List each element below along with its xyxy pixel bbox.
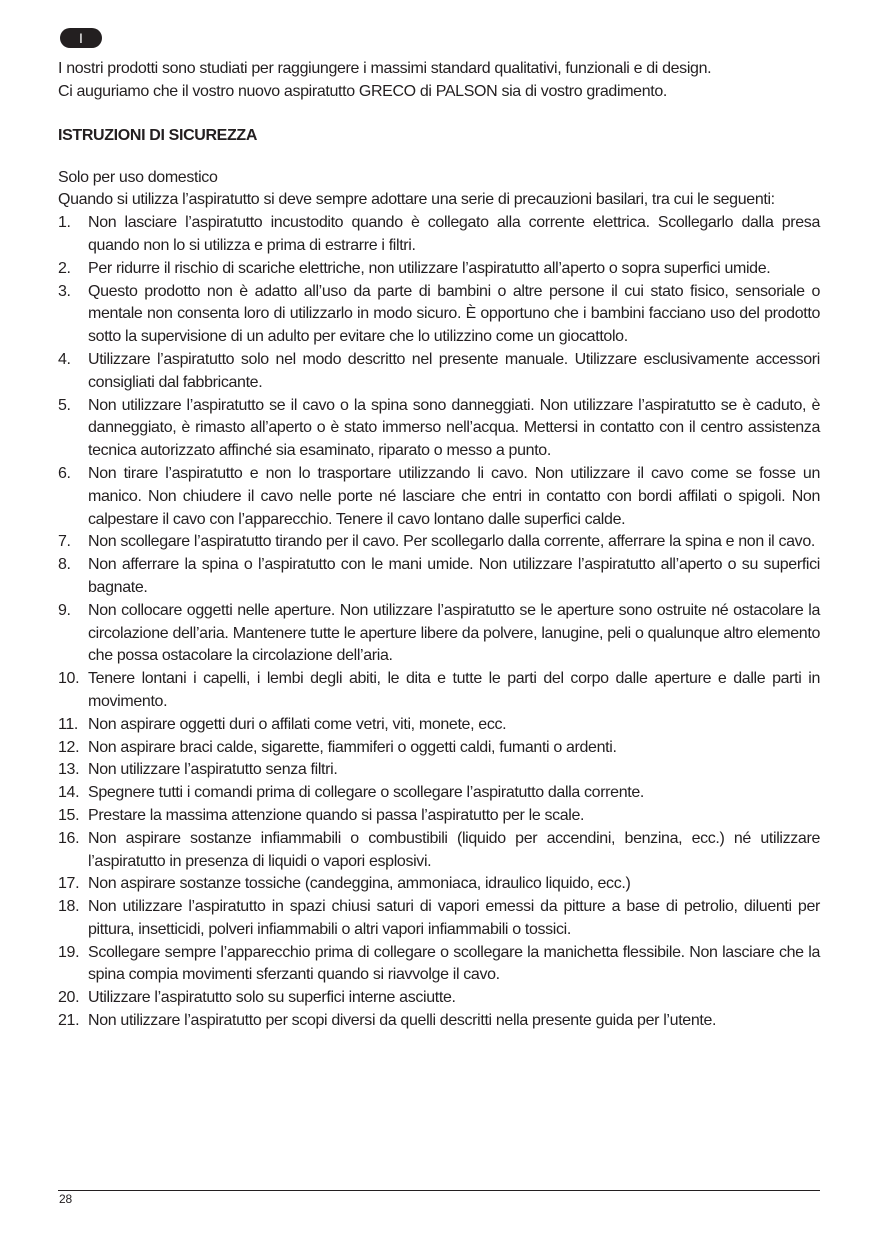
item-number: 11.	[58, 715, 79, 733]
safety-instruction-item	[58, 668, 820, 714]
safety-instruction-item	[58, 873, 820, 896]
item-text: Non utilizzare l’aspiratutto in spazi chiusi saturi di vapori emessi da pitture a base di petrolio, diluenti per pittura, insetticidi, polveri infiammabili o altri vapori infiammabili o tossici.	[88, 898, 820, 938]
item-number: 6.	[58, 464, 71, 482]
item-text: Prestare la massima attenzione quando si passa l’aspiratutto per le scale.	[88, 806, 585, 824]
safety-instruction-item	[58, 463, 820, 531]
intro-line: Ci auguriamo che il vostro nuovo aspiratutto GRECO di PALSON sia di vostro gradimento.	[58, 82, 668, 100]
item-number: 18.	[58, 898, 80, 916]
item-number: 4.	[58, 350, 71, 368]
safety-instruction-item	[58, 805, 820, 828]
language-badge: I	[60, 28, 102, 48]
item-number: 10.	[58, 670, 80, 688]
lead-line: Solo per uso domestico	[58, 168, 218, 186]
safety-instruction-item	[58, 1010, 820, 1033]
item-number: 15.	[58, 806, 80, 824]
safety-instruction-item	[58, 782, 820, 805]
item-text: Tenere lontani i capelli, i lembi degli abiti, le dita e tutte le parti del corpo dalle aperture e dalle parti in movimento.	[88, 670, 820, 710]
item-text: Non aspirare oggetti duri o affilati come vetri, viti, monete, ecc.	[88, 715, 507, 733]
item-number: 9.	[58, 601, 71, 619]
item-number: 1.	[58, 214, 71, 232]
safety-instruction-item	[58, 896, 820, 942]
item-text: Questo prodotto non è adatto all’uso da parte di bambini o altre persone il cui stato fisico, sensoriale o mentale non consenta loro di utilizzarlo in modo sicuro. È opportuno che i bambini facciano uso del prodotto sotto la supervisione di un adulto per evitare che lo utilizzino come un giocattolo.	[88, 282, 820, 346]
safety-instructions-list	[58, 212, 820, 1033]
safety-instruction-item	[58, 349, 820, 395]
item-text: Scollegare sempre l’apparecchio prima di collegare o scollegare la manichetta flessibile. Non lasciare che la spina compia movimenti sferzanti quando si riavvolge il cavo.	[88, 943, 820, 984]
item-text: Non aspirare sostanze tossiche (candeggina, ammoniaca, idraulico liquido, ecc.)	[88, 875, 631, 893]
item-number: 2.	[58, 259, 71, 277]
manual-page	[58, 28, 820, 1033]
section-heading: ISTRUZIONI DI SICUREZZA	[58, 126, 258, 144]
item-text: Spegnere tutti i comandi prima di collegare o scollegare l’aspiratutto dalla corrente.	[88, 784, 644, 802]
intro-paragraph	[58, 58, 820, 104]
intro-line: I nostri prodotti sono studiati per raggiungere i massimi standard qualitativi, funzionali e di design.	[58, 60, 712, 77]
item-number: 16.	[58, 829, 80, 847]
safety-instruction-item	[58, 554, 820, 600]
safety-instruction-item	[58, 212, 820, 258]
item-text: Non scollegare l’aspiratutto tirando per il cavo. Per scollegarlo dalla corrente, afferrare la spina e non il cavo.	[88, 533, 815, 551]
item-number: 8.	[58, 556, 71, 574]
item-text: Non tirare l’aspiratutto e non lo trasportare utilizzando li cavo. Non utilizzare il cavo come se fosse un manico. Non chiudere il cavo nelle porte né lasciare che entri in contatto con bordi affilati o spigoli. Non calpestare il cavo con l’apparecchio. Tenere il cavo lontano dalle superfici calde.	[88, 464, 820, 528]
item-text: Non utilizzare l’aspiratutto per scopi diversi da quelli descritti nella presente guida per l’utente.	[88, 1012, 717, 1030]
item-number: 17.	[58, 875, 80, 893]
item-number: 13.	[58, 761, 80, 779]
item-text: Non afferrare la spina o l’aspiratutto con le mani umide. Non utilizzare l’aspiratutto all’aperto o su superfici bagnate.	[88, 556, 820, 596]
safety-instruction-item	[58, 531, 820, 554]
item-text: Non utilizzare l’aspiratutto senza filtri.	[88, 761, 338, 779]
item-number: 3.	[58, 282, 71, 300]
safety-instruction-item	[58, 942, 820, 988]
safety-instruction-item	[58, 714, 820, 737]
item-number: 14.	[58, 784, 80, 802]
safety-instruction-item	[58, 737, 820, 760]
page-number: 28	[59, 1192, 72, 1206]
item-number: 5.	[58, 396, 71, 414]
item-number: 7.	[58, 533, 71, 551]
item-text: Per ridurre il rischio di scariche elettriche, non utilizzare l’aspiratutto all’aperto o sopra superfici umide.	[88, 259, 771, 277]
item-text: Utilizzare l’aspiratutto solo su superfici interne asciutte.	[88, 989, 456, 1007]
item-number: 20.	[58, 989, 80, 1007]
item-text: Non aspirare braci calde, sigarette, fiammiferi o oggetti caldi, fumanti o ardenti.	[88, 738, 617, 756]
safety-instruction-item	[58, 987, 820, 1010]
item-number: 12.	[58, 738, 80, 756]
item-text: Non aspirare sostanze infiammabili o combustibili (liquido per accendini, benzina, ecc.) né utilizzare l’aspiratutto in presenza di liquidi o vapori esplosivi.	[88, 829, 820, 870]
item-number: 21.	[58, 1012, 80, 1030]
safety-instruction-item	[58, 395, 820, 463]
safety-instruction-item	[58, 258, 820, 281]
safety-instruction-item	[58, 828, 820, 874]
item-text: Non lasciare l’aspiratutto incustodito quando è collegato alla corrente elettrica. Scollegarlo dalla presa quando non lo si utilizza e prima di estrarre i filtri.	[88, 214, 820, 254]
item-text: Non utilizzare l’aspiratutto se il cavo o la spina sono danneggiati. Non utilizzare l’aspiratutto se è caduto, è danneggiato, è rimasto all’aperto o è stato immerso nell’acqua. Mettersi in contatto con il centro assistenza tecnica autorizzato affinché sia esaminato, riparato o messo a punto.	[88, 396, 820, 460]
safety-instruction-item	[58, 759, 820, 782]
footer-divider	[58, 1190, 820, 1191]
lead-line: Quando si utilizza l’aspiratutto si deve sempre adottare una serie di precauzioni basilari, tra cui le seguenti:	[58, 191, 775, 209]
lead-paragraph	[58, 167, 820, 213]
safety-instruction-item	[58, 600, 820, 668]
item-text: Utilizzare l’aspiratutto solo nel modo descritto nel presente manuale. Utilizzare esclusivamente accessori consigliati dal fabbricante.	[88, 350, 820, 391]
item-text: Non collocare oggetti nelle aperture. Non utilizzare l’aspiratutto se le aperture sono ostruite né ostacolare la circolazione dell’aria. Mantenere tutte le aperture libere da polvere, lanugine, peli o qualunque altro elemento che possa ostacolare la circolazione dell’aria.	[88, 601, 820, 665]
item-number: 19.	[58, 943, 80, 961]
safety-instruction-item	[58, 281, 820, 349]
